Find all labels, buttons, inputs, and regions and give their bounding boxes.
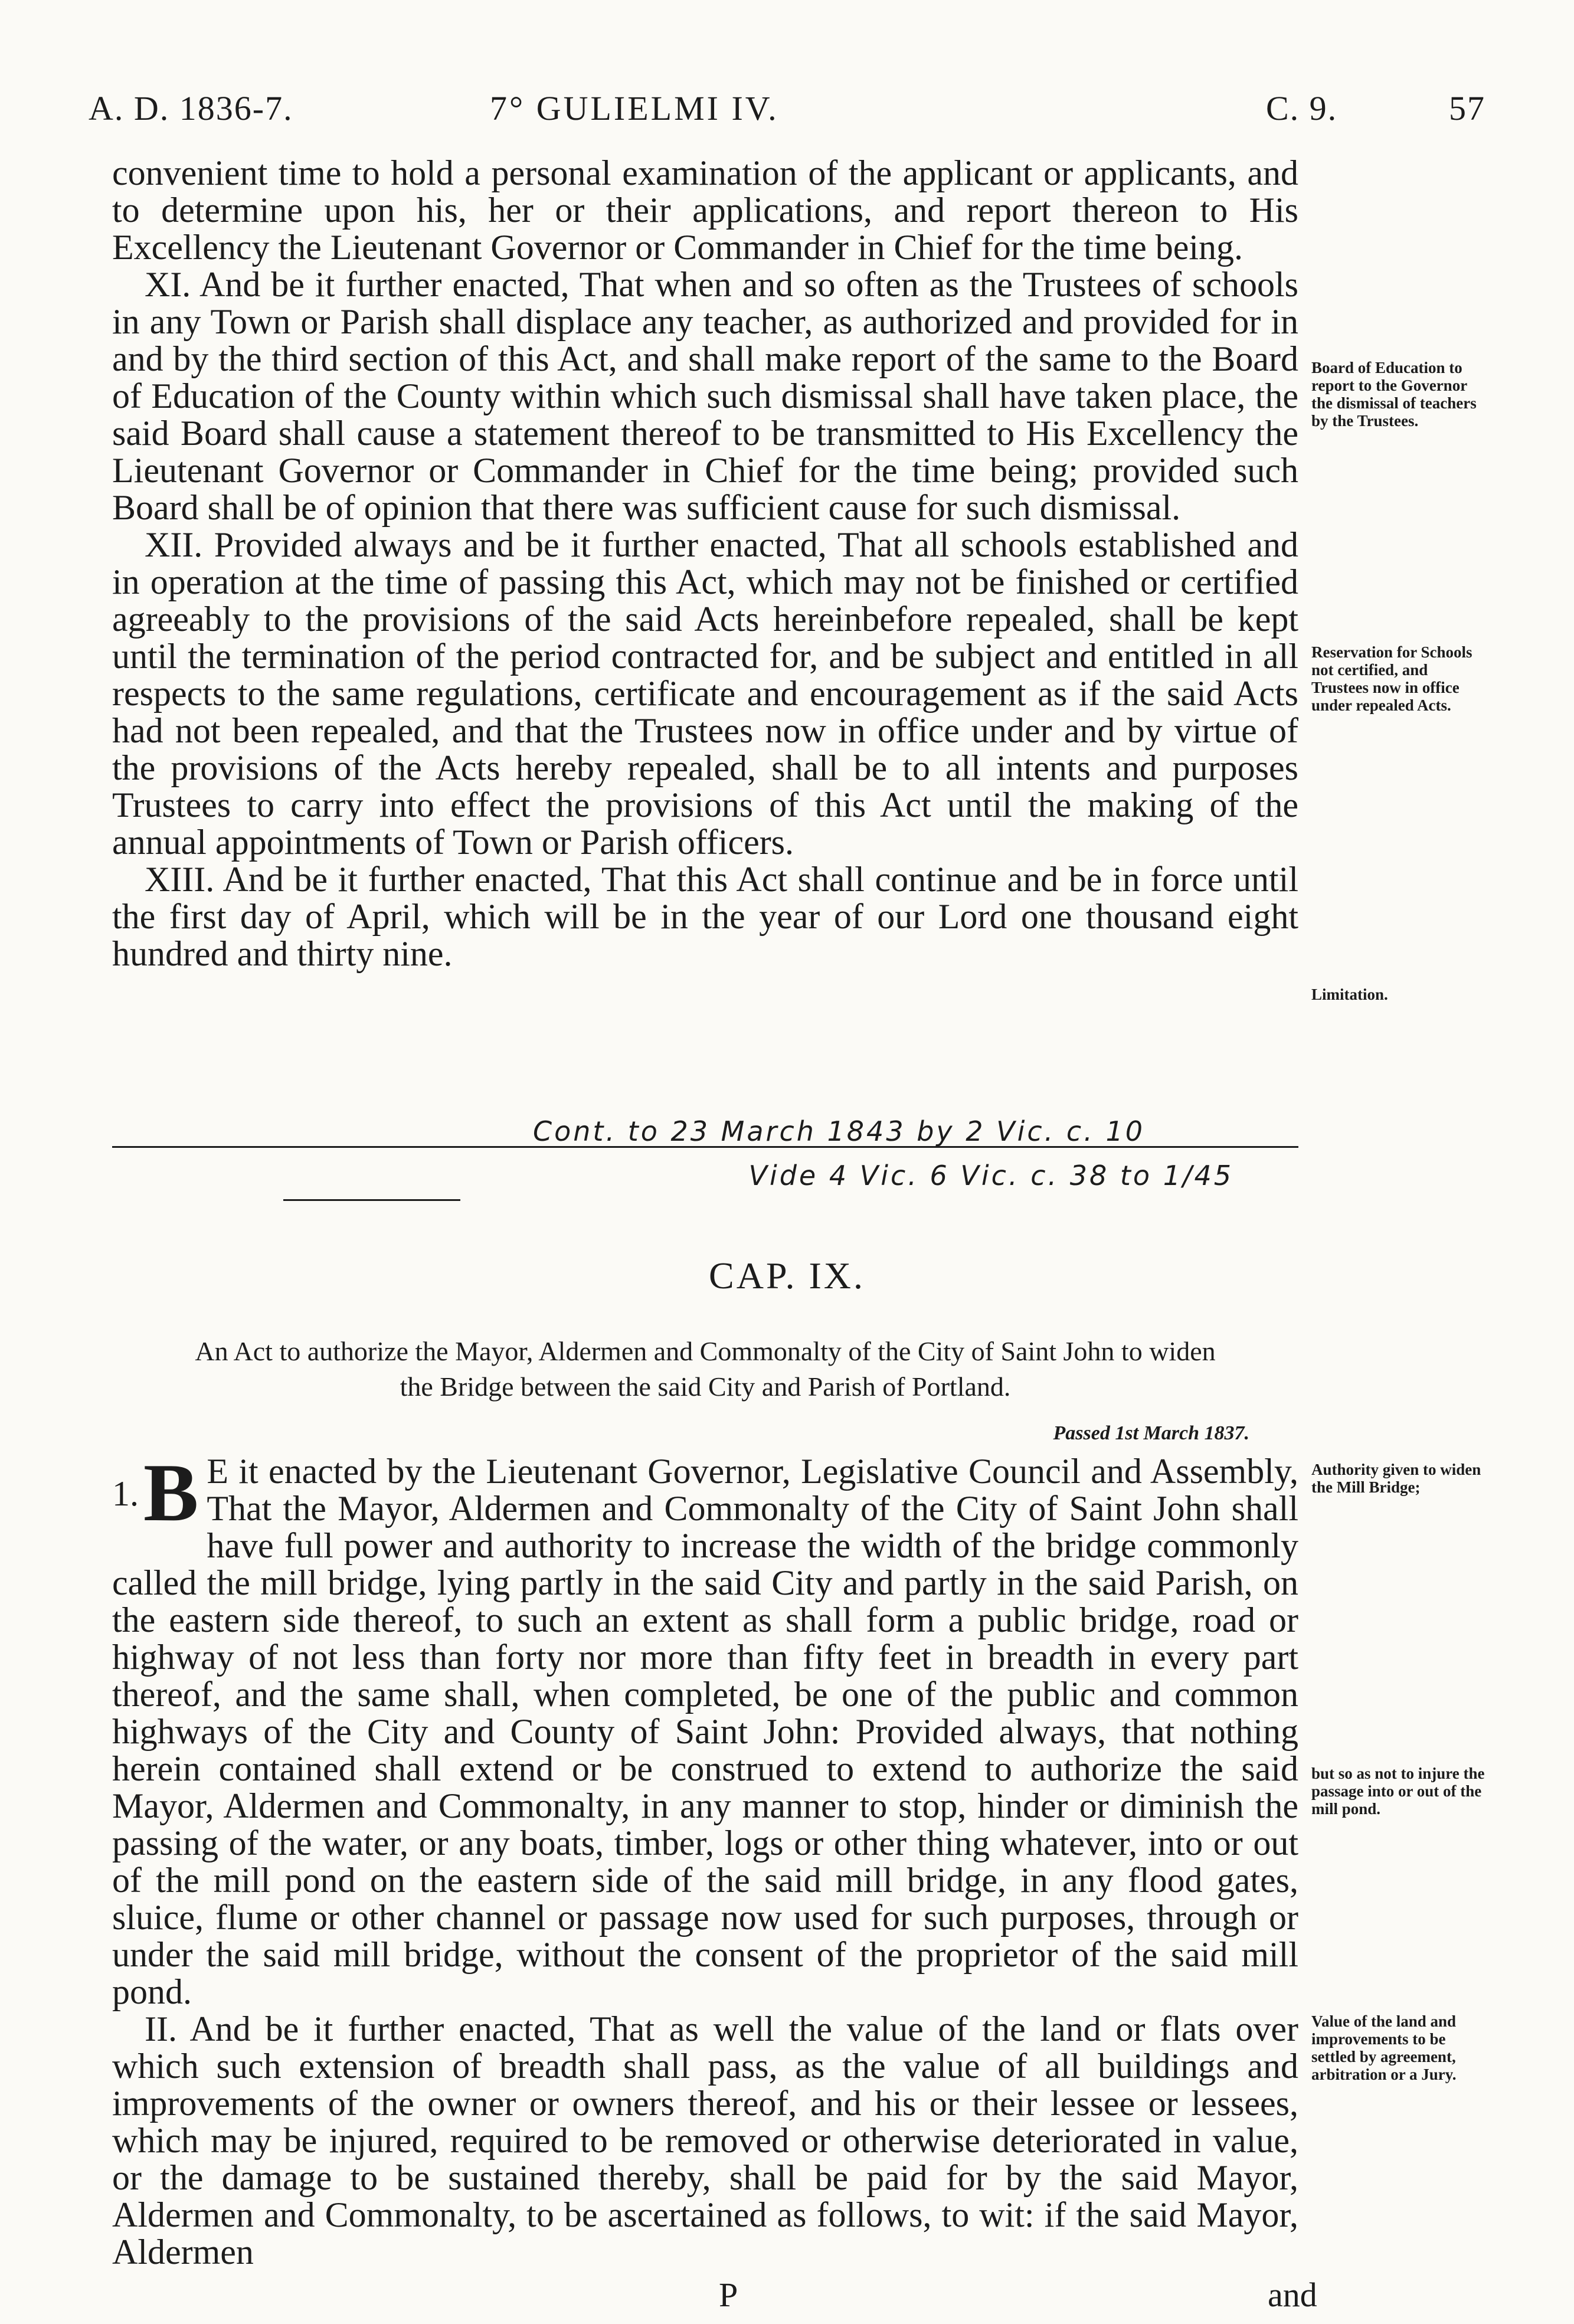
passed-date: Passed 1st March 1837. [1053,1422,1249,1444]
section-rule [112,1146,1298,1148]
margin-note-12: Reservation for Schools not certified, and Trustees now in office under repealed Acts. [1311,643,1472,714]
section-number: 1. [112,1474,139,1513]
cap9-title: CAP. IX. [709,1255,865,1297]
margin-note-13: Limitation. [1311,986,1388,1003]
act-title-line-2: the Bridge between the said City and Parish of Portland. [400,1372,1011,1402]
cap9-section-2: II. And be it further enacted, That as well the value of the land or flats over which such extension of breadth shall pass, as the value of all buildings and improvements of the owner or owners thereof, and his or their lessee or lessees, which may be injured, required to be removed or otherwise deteriorated in value, or the damage to be sustained thereby, shall be paid for by the said Mayor, Aldermen and Commonalty, to be ascertained as follows, to wit: if the said Mayor, Aldermen [112,2009,1298,2271]
margin-note-9-2: Value of the land and improvements to be settled by agreement, arbitration or a Jury. [1311,2012,1457,2083]
short-rule [283,1199,460,1201]
cap9-section-1-text: E it enacted by the Lieutenant Governor, Legislative Council and Assembly, That the Mayor, Aldermen and Commonalty of the City of Saint John shall have full power and authority to increase the width of the bridge commonly called the mill bridge, lying partly in the said City and partly in the said Parish, on the eastern side thereof, to such an extent as shall form a public bridge, road or highway of not less than forty nor more than fifty feet in breadth in every part thereof, and the same shall, when completed, be one of the public and common highways of the City and County of Saint John: Provided always, that nothing herein contained shall extend or be construed to extend to authorize the said Mayor, Aldermen and Commonalty, in any manner to stop, hinder or diminish the passing of the water, or any boats, timber, logs or other thing whatever, into or out of the mill pond on the eastern side of the said mill bridge, in any flood gates, sluice, flume or other channel or passage now used for such purposes, through or under the said mill bridge, without the consent of the proprietor of the said mill pond. [112,1452,1298,2011]
cap8-continuation: convenient time to hold a personal examination of the applicant or applicants, and to determine upon his, her or their applications, and report thereon to His Excellency the Lieutenant Governor or Commander in Chief for the time being. [112,153,1298,267]
running-header [89,89,1485,148]
manuscript-note-1: Cont. to 23 March 1843 by 2 Vic. c. 10 [533,1115,1145,1147]
cap9-section-1 [112,1447,1298,2011]
cap8-section-13: XIII. And be it further enacted, That this Act shall continue and be in force until the first day of April, which will be in the year of our Lord one thousand eight hundred and thirty nine. [112,860,1298,973]
header-year: A. D. 1836-7. [89,89,293,127]
manuscript-note-2: Vide 4 Vic. 6 Vic. c. 38 to 1/45 [748,1160,1233,1192]
catchword: and [1268,2276,1317,2314]
manuscript-note-line-2 [112,1160,1298,1192]
header-reign: 7° GULIELMI IV. [490,89,779,127]
act-title-line-1: An Act to authorize the Mayor, Aldermen and Commonalty of the City of Saint John to widen [195,1336,1216,1366]
margin-note-9-1b: but so as not to injure the passage into or out of the mill pond. [1311,1765,1485,1818]
cap8-section-11: XI. And be it further enacted, That when and so often as the Trustees of schools in any Town or Parish shall displace any teacher, as authorized and provided for in and by the third section of this Act, and shall make report of the same to the Board of Education of the County within which such dismissal shall have taken place, the said Board shall cause a statement thereof to be transmitted to His Excellency the Lieutenant Governor or Commander in Chief for the time being; provided such Board shall be of opinion that there was sufficient cause for such dismissal. [112,265,1298,527]
cap8-section-12: XII. Provided always and be it further enacted, That all schools established and in operation at the time of passing this Act, which may not be finished or certified agreeably to the provisions of the said Acts hereinbefore repealed, shall be kept until the termination of the period contracted for, and be subject and entitled in all respects to the same regulations, certificate and encouragement as if the said Acts had not been repealed, and that the Trustees now in office under and by virtue of the provisions of the Acts hereby repealed, shall be to all intents and purposes Trustees to carry into effect the provisions of this Act until the making of the annual appointments of Town or Parish officers. [112,525,1298,862]
signature-mark: P [719,2276,738,2314]
margin-note-9-1: Authority given to widen the Mill Bridge; [1311,1461,1481,1496]
cap9-body [112,1447,1298,2271]
margin-note-11: Board of Education to report to the Governor the dismissal of teachers by the Trustees. [1311,359,1477,430]
cap8-body [112,155,1298,973]
page-footer [0,2275,1574,2316]
manuscript-note-line-1 [112,1115,1298,1147]
page-number: 57 [1449,89,1485,127]
drop-cap: B [143,1447,199,1539]
header-chapter: C. 9. [1266,89,1338,127]
